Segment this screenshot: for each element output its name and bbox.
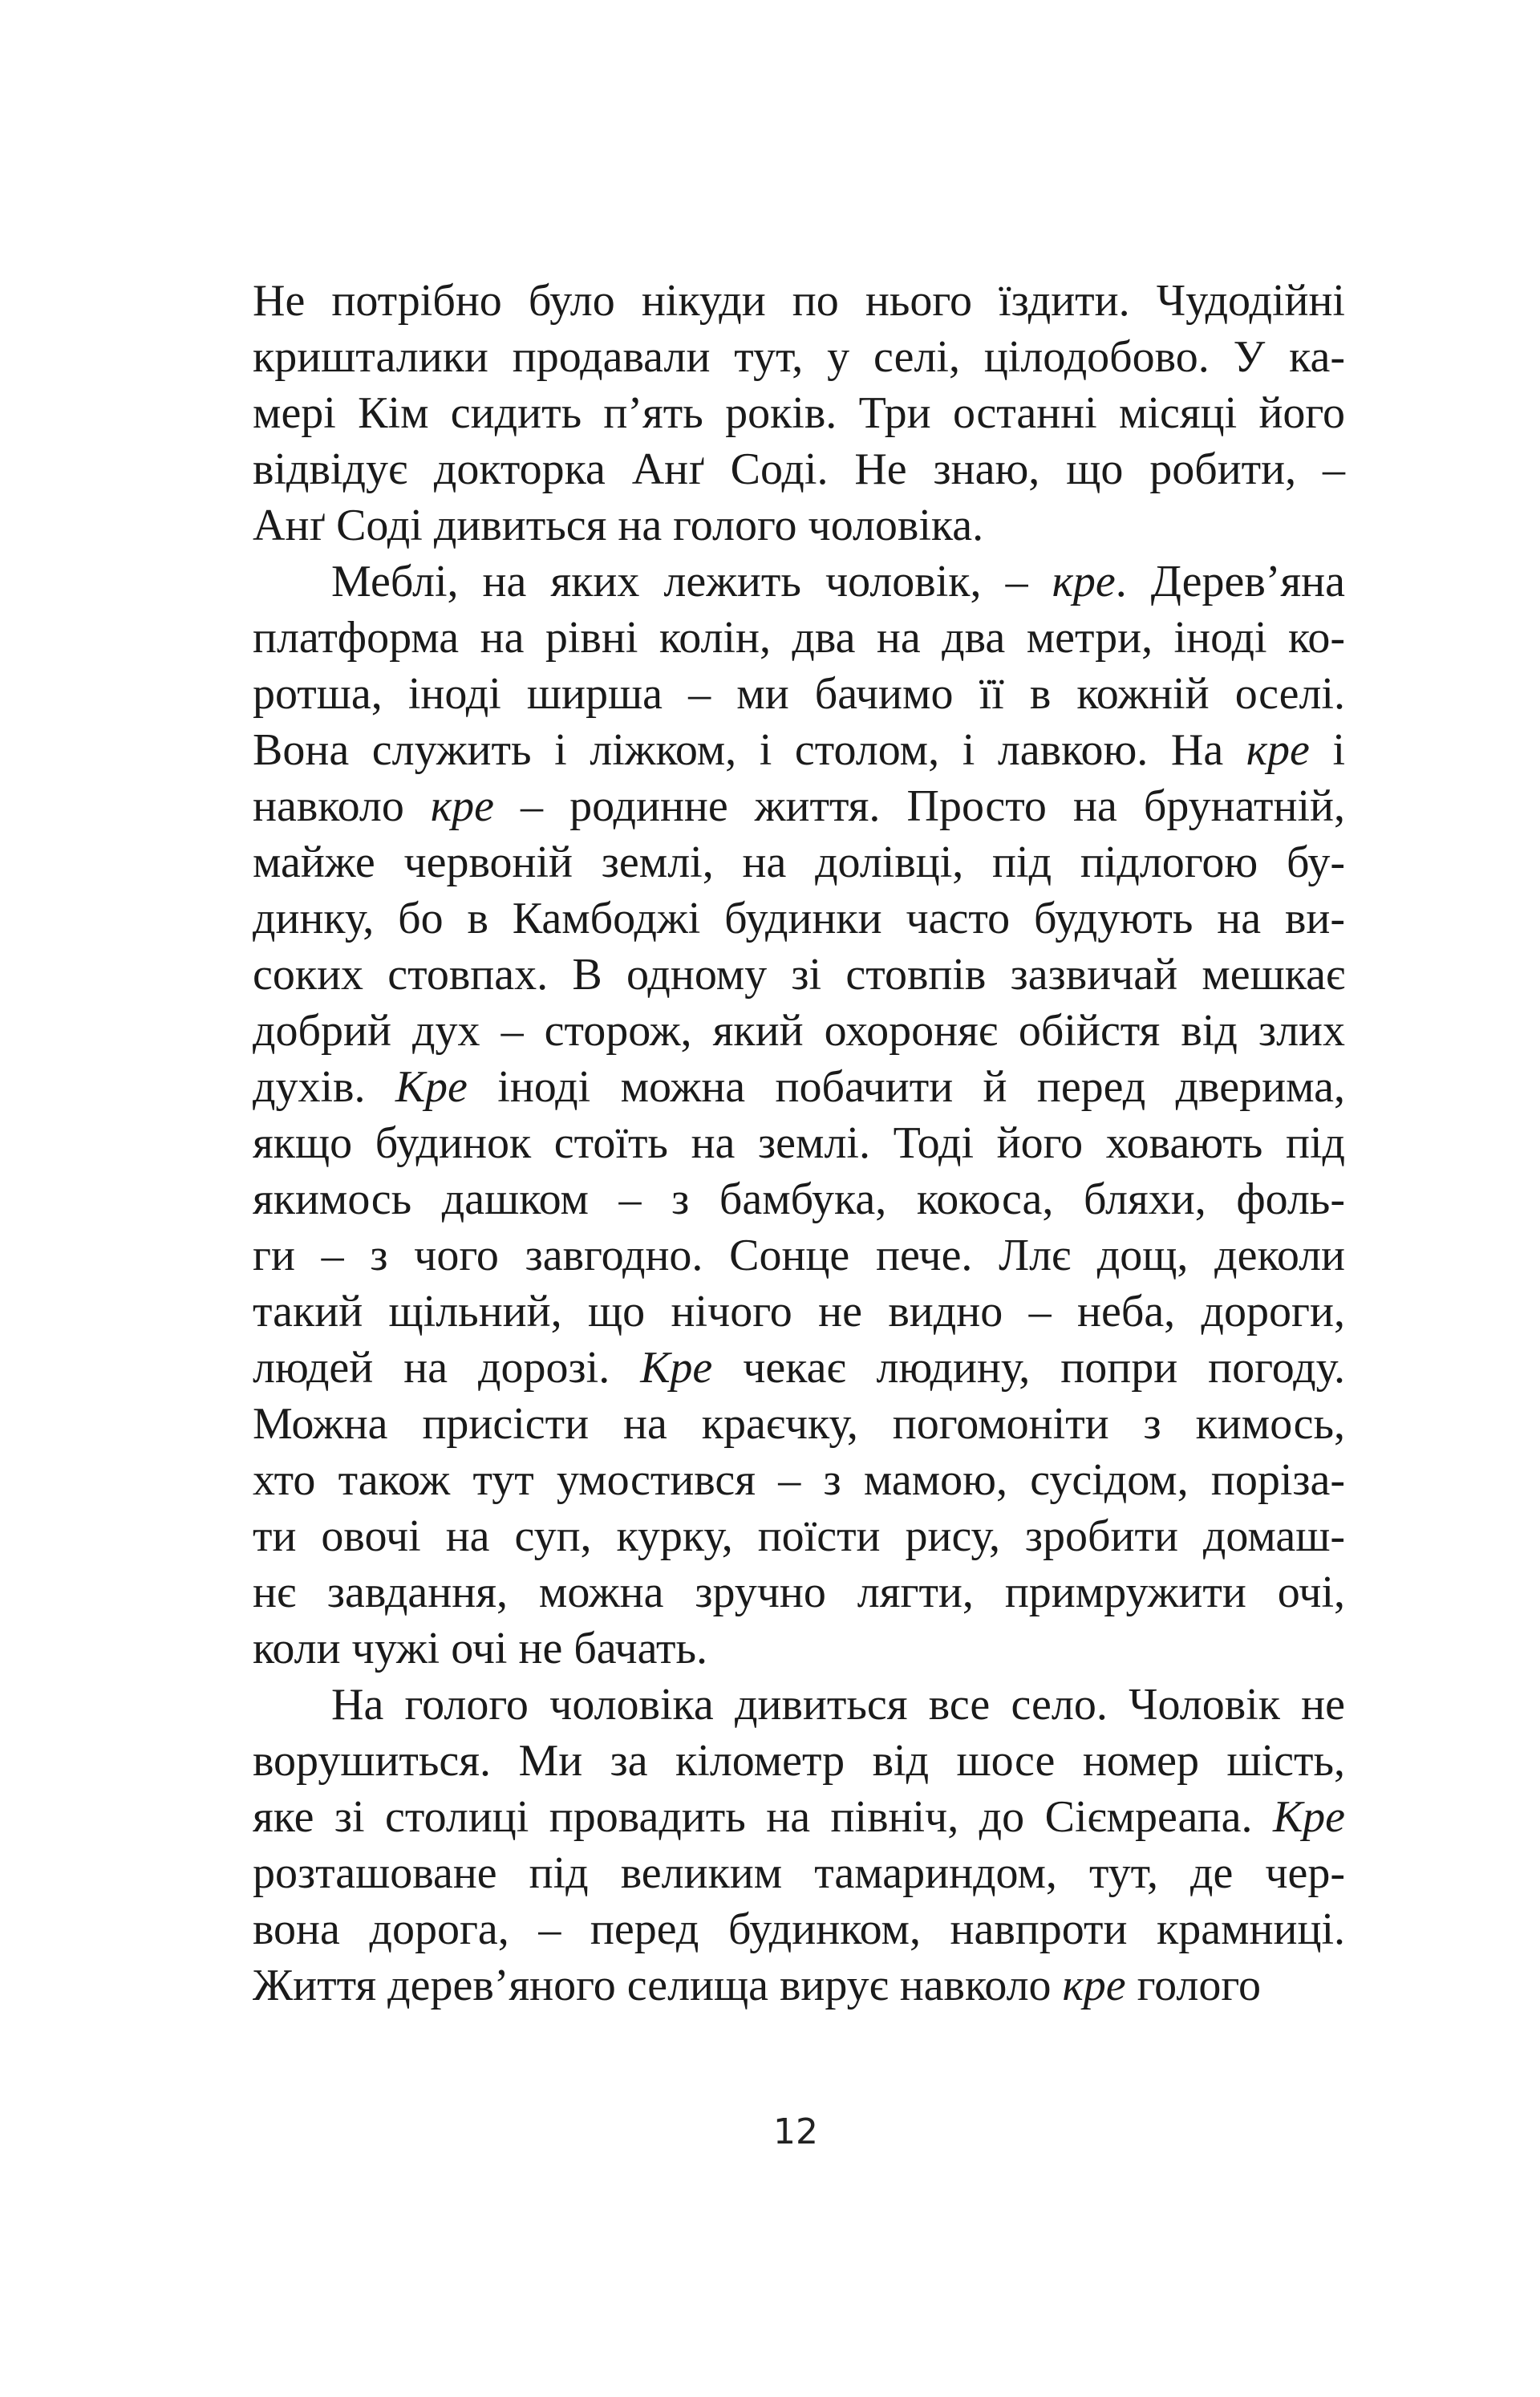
text-line (253, 1227, 1345, 1284)
text-line (253, 1508, 1345, 1564)
text-line (253, 1284, 1345, 1340)
text-line (253, 329, 1345, 385)
text-run: навколо (253, 781, 431, 831)
text-run: кришталики продавали тут, у селі, цілодобово. У ка- (253, 332, 1345, 382)
text-run: і (1309, 725, 1345, 775)
text-line (253, 385, 1345, 441)
text-line (253, 1059, 1345, 1115)
text-run: нє завдання, можна зручно лягти, примружити очі, (253, 1568, 1345, 1617)
text-line (253, 1901, 1345, 1957)
text-line (253, 1003, 1345, 1059)
text-run: яке зі столиці провадить на північ, до Сіємреапа. (253, 1792, 1273, 1842)
italic-term: Кре (1272, 1792, 1345, 1842)
text-run: коли чужі очі не бачать. (253, 1624, 707, 1673)
text-run: якщо будинок стоїть на землі. Тоді його ховають під (253, 1118, 1345, 1168)
text-run: . Дерев’яна (1115, 557, 1346, 606)
text-line (253, 666, 1345, 722)
text-run: такий щільний, що нічого не видно – неба, дороги, (253, 1287, 1345, 1336)
text-line (253, 1171, 1345, 1227)
text-run: ти овочі на суп, курку, поїсти рису, зробити домаш- (253, 1511, 1345, 1561)
text-line (253, 722, 1345, 778)
text-run: ворушиться. Ми за кілометр від шосе номер шість, (253, 1736, 1345, 1786)
text-run: іноді можна побачити й перед дверима, (467, 1062, 1345, 1112)
italic-term: кре (430, 781, 494, 831)
paragraph (253, 1677, 1345, 2014)
body-text (253, 273, 1345, 2014)
text-run: добрий дух – сторож, який охороняє обійстя від злих (253, 1006, 1345, 1056)
text-run: якимось дашком – з бамбука, кокоса, бляхи, фоль- (253, 1174, 1345, 1224)
text-line (253, 834, 1345, 890)
paragraph (253, 273, 1345, 554)
text-run: Меблі, на яких лежить чоловік, – (331, 557, 1052, 606)
text-line (253, 890, 1345, 947)
text-run: голого (1125, 1961, 1261, 2010)
text-line (253, 947, 1345, 1003)
text-line (253, 1452, 1345, 1508)
text-line (253, 554, 1345, 610)
italic-term: кре (1052, 557, 1116, 606)
paragraph (253, 554, 1345, 1677)
text-line (253, 1564, 1345, 1620)
text-line (253, 1845, 1345, 1901)
text-line (253, 1677, 1345, 1733)
text-line (253, 441, 1345, 497)
text-run: мері Кім сидить п’ять років. Три останні місяці його (253, 388, 1345, 438)
text-line (253, 497, 1345, 554)
text-line (253, 610, 1345, 666)
text-run: чекає людину, попри погоду. (712, 1343, 1345, 1393)
italic-term: Кре (640, 1343, 713, 1393)
text-run: Анґ Соді дивиться на голого чоловіка. (253, 501, 984, 550)
text-run: Життя дерев’яного селища вирує навколо (253, 1961, 1063, 2010)
text-line (253, 1957, 1345, 2014)
text-line (253, 1620, 1345, 1677)
text-line (253, 1115, 1345, 1171)
text-run: духів. (253, 1062, 395, 1112)
text-line (253, 1733, 1345, 1789)
text-run: майже червоній землі, на долівці, під підлогою бу- (253, 838, 1345, 887)
page-number: 12 (773, 2111, 818, 2152)
text-run: хто також тут умостився – з мамою, сусідом, поріза- (253, 1455, 1345, 1505)
text-line (253, 1340, 1345, 1396)
text-line (253, 1789, 1345, 1845)
text-run: платформа на рівні колін, два на два метри, іноді ко- (253, 613, 1345, 663)
text-run: відвідує докторка Анґ Соді. Не знаю, що робити, – (253, 444, 1345, 494)
text-run: Вона служить і ліжком, і столом, і лавкою. На (253, 725, 1246, 775)
italic-term: кре (1246, 725, 1310, 775)
text-run: ги – з чого завгодно. Сонце пече. Ллє дощ, деколи (253, 1231, 1345, 1280)
text-run: На голого чоловіка дивиться все село. Чоловік не (331, 1680, 1345, 1730)
text-run: динку, бо в Камбоджі будинки часто будують на ви- (253, 894, 1345, 943)
text-run: ротша, іноді ширша – ми бачимо її в кожній оселі. (253, 669, 1345, 719)
text-line (253, 778, 1345, 834)
text-run: Можна присісти на краєчку, погомоніти з кимось, (253, 1399, 1345, 1449)
italic-term: Кре (395, 1062, 468, 1112)
text-line (253, 1396, 1345, 1452)
italic-term: кре (1062, 1961, 1126, 2010)
text-run: Не потрібно було нікуди по нього їздити. Чудодійні (253, 276, 1345, 326)
text-line (253, 273, 1345, 329)
text-run: – родинне життя. Просто на брунатній, (493, 781, 1345, 831)
text-run: соких стовпах. В одному зі стовпів зазвичай мешкає (253, 950, 1345, 1000)
text-run: розташоване під великим тамариндом, тут, де чер- (253, 1848, 1345, 1898)
text-run: вона дорога, – перед будинком, навпроти крамниці. (253, 1904, 1345, 1954)
text-run: людей на дорозі. (253, 1343, 641, 1393)
